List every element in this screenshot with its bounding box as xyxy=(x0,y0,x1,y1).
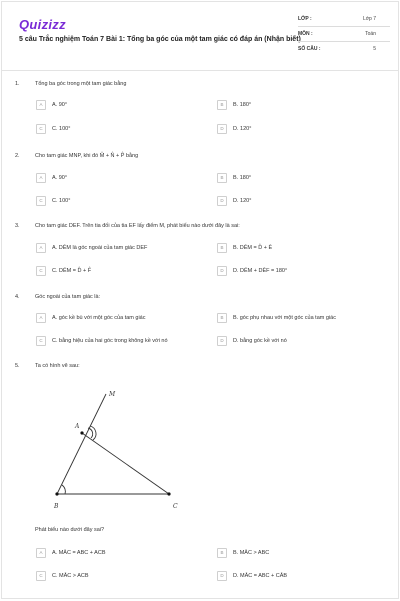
option-text: A. góc kề bù với một góc của tam giác xyxy=(52,314,146,321)
label-a: A xyxy=(75,423,80,430)
meta-key: SỐ CÂU : xyxy=(298,46,321,52)
question-number: 3. xyxy=(15,223,20,229)
option-5c[interactable] xyxy=(36,570,89,581)
triangle-figure xyxy=(42,382,202,522)
option-letter-box: C xyxy=(36,266,46,276)
option-text: B. 180° xyxy=(233,101,252,108)
option-letter-box: B xyxy=(217,548,227,558)
option-5a[interactable] xyxy=(36,547,106,558)
option-letter-box: C xyxy=(36,336,46,346)
meta-key: LỚP : xyxy=(298,16,312,22)
option-4b[interactable] xyxy=(217,312,336,323)
question-number: 2. xyxy=(15,153,20,159)
meta-row-count xyxy=(298,42,390,56)
option-letter-box: A xyxy=(36,100,46,110)
meta-value: Toán xyxy=(365,31,376,37)
question-4 xyxy=(15,294,100,300)
option-text: D. MÂC = ABC + CÂB xyxy=(233,572,288,579)
option-letter-box: C xyxy=(36,571,46,581)
option-4c[interactable] xyxy=(36,335,168,346)
option-text: B. MÂC > ABC xyxy=(233,549,270,556)
option-4d[interactable] xyxy=(217,335,287,346)
option-letter-box: A xyxy=(36,548,46,558)
question-text: Cho tam giác DEF. Trên tia đối của tia EF lấy điểm M, phát biểu nào dưới đây là sai: xyxy=(35,223,240,229)
option-letter-box: A xyxy=(36,313,46,323)
meta-row-class xyxy=(298,12,390,27)
page-title: 5 câu Trắc nghiệm Toán 7 Bài 1: Tổng ba góc của một tam giác có đáp án (Nhận biết) xyxy=(19,36,301,43)
segment-bm xyxy=(57,394,106,494)
option-text: C. 100° xyxy=(52,125,71,132)
question-1 xyxy=(15,81,126,87)
option-2a[interactable] xyxy=(36,172,67,183)
option-letter-box: B xyxy=(217,100,227,110)
option-1d[interactable] xyxy=(217,123,251,134)
segment-ac xyxy=(82,433,169,494)
option-2d[interactable] xyxy=(217,195,251,206)
question-text: Ta có hình vẽ sau: xyxy=(35,363,80,369)
option-text: C. DÊM = D̂ + F̂ xyxy=(52,267,92,274)
meta-key: MÔN : xyxy=(298,31,313,37)
question-number: 5. xyxy=(15,363,20,369)
option-text: D. DÊM + DÊF = 180° xyxy=(233,267,288,274)
question-number: 1. xyxy=(15,81,20,87)
question-2 xyxy=(15,153,138,159)
option-text: B. góc phụ nhau với một góc của tam giác xyxy=(233,314,336,321)
option-4a[interactable] xyxy=(36,312,145,323)
question-text: Tổng ba góc trong một tam giác bằng xyxy=(35,81,127,87)
option-text: A. DÊM là góc ngoài của tam giác DEF xyxy=(52,244,148,251)
point-b xyxy=(55,492,58,495)
question-number: 4. xyxy=(15,294,20,300)
option-5b[interactable] xyxy=(217,547,269,558)
option-letter-box: A xyxy=(36,173,46,183)
option-text: D. bằng góc kề với nó xyxy=(233,337,287,344)
option-letter-box: D xyxy=(217,571,227,581)
option-text: C. MÂC > ACB xyxy=(52,572,89,579)
option-5d[interactable] xyxy=(217,570,287,581)
question-5 xyxy=(15,363,80,369)
option-3d[interactable] xyxy=(217,265,287,276)
option-letter-box: B xyxy=(217,173,227,183)
option-text: A. 90° xyxy=(52,174,68,181)
label-m: M xyxy=(109,391,116,398)
label-c: C xyxy=(173,503,178,510)
option-text: D. 120° xyxy=(233,197,252,204)
option-text: B. DÊM = D̂ + Ê xyxy=(233,244,273,251)
meta-value: Lớp 7 xyxy=(362,16,376,22)
option-text: A. MÂC = ABC + ACB xyxy=(52,549,106,556)
option-text: C. bằng hiệu của hai góc trong không kề với nó xyxy=(52,337,168,344)
quizizz-logo: Quizizz xyxy=(19,17,66,32)
option-text: C. 100° xyxy=(52,197,71,204)
option-letter-box: D xyxy=(217,196,227,206)
point-a xyxy=(80,431,83,434)
option-text: B. 180° xyxy=(233,174,252,181)
option-1c[interactable] xyxy=(36,123,70,134)
question-3 xyxy=(15,223,240,229)
option-2c[interactable] xyxy=(36,195,70,206)
question-5-followup: Phát biểu nào dưới đây sai? xyxy=(35,527,105,533)
label-b: B xyxy=(54,503,59,510)
option-text: A. 90° xyxy=(52,101,68,108)
meta-value: 5 xyxy=(373,46,376,52)
option-letter-box: D xyxy=(217,336,227,346)
option-3b[interactable] xyxy=(217,242,272,253)
option-letter-box: C xyxy=(36,196,46,206)
option-letter-box: B xyxy=(217,243,227,253)
option-letter-box: D xyxy=(217,266,227,276)
option-3c[interactable] xyxy=(36,265,91,276)
option-text: D. 120° xyxy=(233,125,252,132)
worksheet-header xyxy=(2,2,398,71)
meta-table xyxy=(298,12,390,56)
option-1a[interactable] xyxy=(36,99,67,110)
option-2b[interactable] xyxy=(217,172,251,183)
worksheet-page xyxy=(1,1,399,599)
point-c xyxy=(167,492,170,495)
option-letter-box: C xyxy=(36,124,46,134)
question-text: Góc ngoài của tam giác là: xyxy=(35,294,101,300)
option-letter-box: D xyxy=(217,124,227,134)
meta-row-subject xyxy=(298,27,390,42)
question-text: Cho tam giác MNP, khi đó M̂ + N̂ + P̂ bằng xyxy=(35,153,139,159)
option-3a[interactable] xyxy=(36,242,147,253)
option-letter-box: A xyxy=(36,243,46,253)
option-1b[interactable] xyxy=(217,99,251,110)
option-letter-box: B xyxy=(217,313,227,323)
angle-arc-b xyxy=(62,485,65,494)
